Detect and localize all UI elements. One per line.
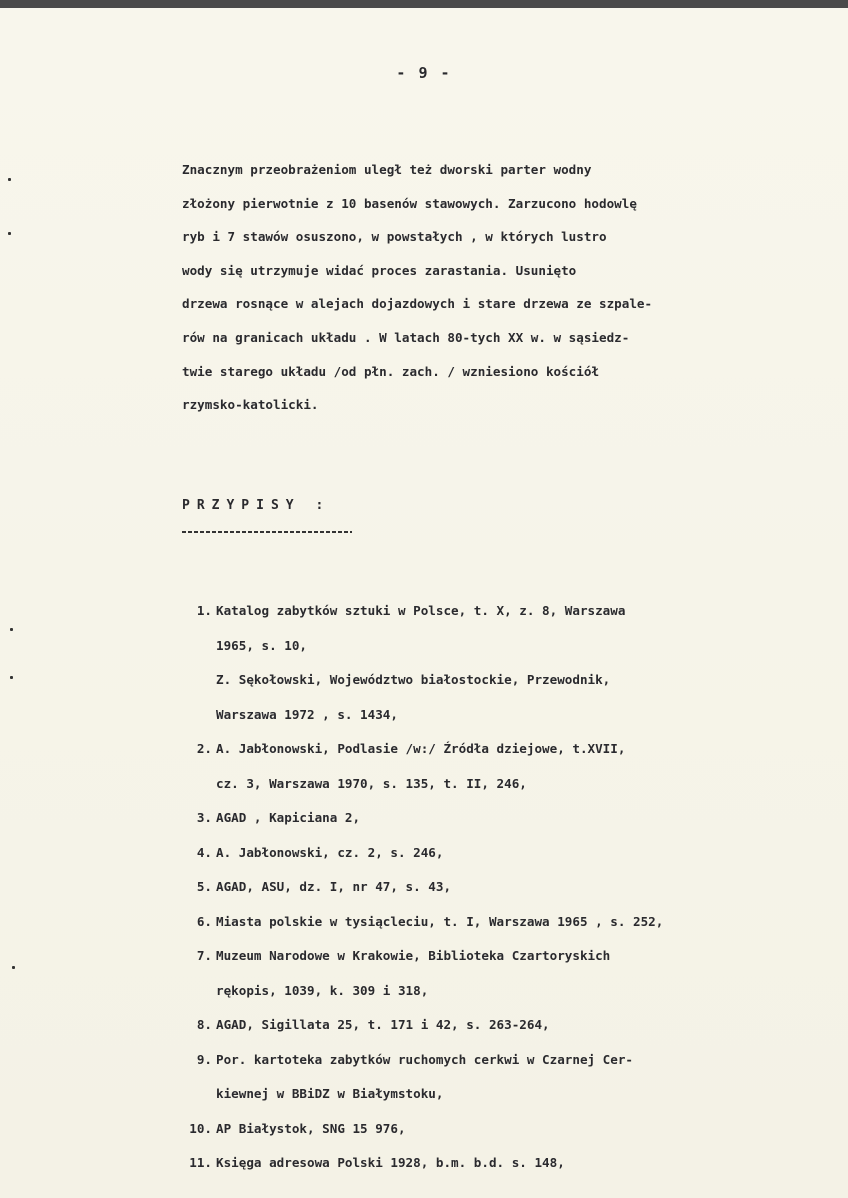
paragraph-line: twie starego układu /od płn. zach. / wzniesiono kościół <box>182 363 600 379</box>
footnote-text: A. Jabłonowski, cz. 2, s. 246, <box>216 844 444 860</box>
footnotes-heading: PRZYPISY : <box>182 498 331 513</box>
footnote-item <box>168 870 828 905</box>
footnote-item <box>168 1146 828 1181</box>
footnote-number: 4. <box>196 844 212 860</box>
footnote-number: 10. <box>189 1120 212 1136</box>
footnote-continuation: kiewnej w BBiDZ w Białymstoku, <box>216 1086 444 1101</box>
paragraph-line: rzymsko-katolicki. <box>182 397 319 413</box>
footnote-item <box>168 1043 828 1078</box>
page-number: - 9 - <box>396 64 452 82</box>
footnote-text: A. Jabłonowski, Podlasie /w:/ Źródła dziejowe, t.XVII, <box>216 741 626 756</box>
footnote-item <box>168 836 828 871</box>
scan-mark <box>10 628 13 631</box>
footnote-continuation: cz. 3, Warszawa 1970, s. 135, t. II, 246, <box>216 775 527 791</box>
footnote-continuation: Z. Sękołowski, Województwo białostockie, Przewodnik, <box>216 672 611 687</box>
footnote-number: 3. <box>196 810 212 825</box>
scan-edge <box>0 0 848 8</box>
paragraph-line: rów na granicach układu . W latach 80-tych XX w. w sąsiedz- <box>182 329 630 345</box>
footnote-number: 8. <box>196 1017 212 1032</box>
footnote-number: 6. <box>196 913 212 929</box>
footnote-item <box>168 1112 828 1147</box>
footnote-item <box>168 594 828 629</box>
footnote-text: AGAD, ASU, dz. I, nr 47, s. 43, <box>216 879 452 894</box>
main-paragraph <box>182 153 802 422</box>
scan-mark <box>10 676 13 679</box>
paragraph-line: złożony pierwotnie z 10 basenów stawowych. Zarzucono hodowlę <box>182 195 637 211</box>
footnote-number: 9. <box>196 1051 212 1067</box>
footnote-number: 5. <box>196 879 212 894</box>
scan-mark <box>8 232 11 235</box>
footnote-number: 7. <box>196 948 212 963</box>
paragraph-line: ryb i 7 stawów osuszono, w powstałych , w których lustro <box>182 229 607 245</box>
footnote-text: Księga adresowa Polski 1928, b.m. b.d. s. 148, <box>216 1155 565 1170</box>
footnote-text: Katalog zabytków sztuki w Polsce, t. X, z. 8, Warszawa <box>216 603 626 618</box>
footnote-item <box>168 1008 828 1043</box>
footnotes-list <box>168 594 828 1181</box>
footnote-text: AGAD, Sigillata 25, t. 171 i 42, s. 263-264, <box>216 1017 550 1032</box>
scan-mark <box>12 966 15 969</box>
footnote-text: Muzeum Narodowe w Krakowie, Biblioteka Czartoryskich <box>216 948 611 963</box>
footnote-item <box>168 905 828 940</box>
footnote-item <box>168 939 828 974</box>
heading-underline <box>182 531 352 533</box>
footnote-continuation: 1965, s. 10, <box>216 637 307 653</box>
paragraph-line: wody się utrzymuje widać proces zarastania. Usunięto <box>182 262 577 278</box>
paragraph-line: drzewa rosnące w alejach dojazdowych i stare drzewa ze szpale- <box>182 296 653 312</box>
footnote-continuation: rękopis, 1039, k. 309 i 318, <box>216 982 429 998</box>
footnote-text: Por. kartoteka zabytków ruchomych cerkwi w Czarnej Cer- <box>216 1051 634 1067</box>
footnote-number: 11. <box>189 1155 212 1170</box>
footnote-text: AGAD , Kapiciana 2, <box>216 810 361 825</box>
scan-mark <box>8 178 11 181</box>
footnote-text: Miasta polskie w tysiącleciu, t. I, Warszawa 1965 , s. 252, <box>216 913 664 929</box>
footnote-item <box>168 732 828 767</box>
footnote-item <box>168 801 828 836</box>
footnote-continuation: Warszawa 1972 , s. 1434, <box>216 706 398 722</box>
footnote-number: 1. <box>196 603 212 618</box>
paragraph-line: Znacznym przeobrażeniom uległ też dworski parter wodny <box>182 162 592 177</box>
footnote-text: AP Białystok, SNG 15 976, <box>216 1120 406 1136</box>
footnote-number: 2. <box>196 741 212 756</box>
